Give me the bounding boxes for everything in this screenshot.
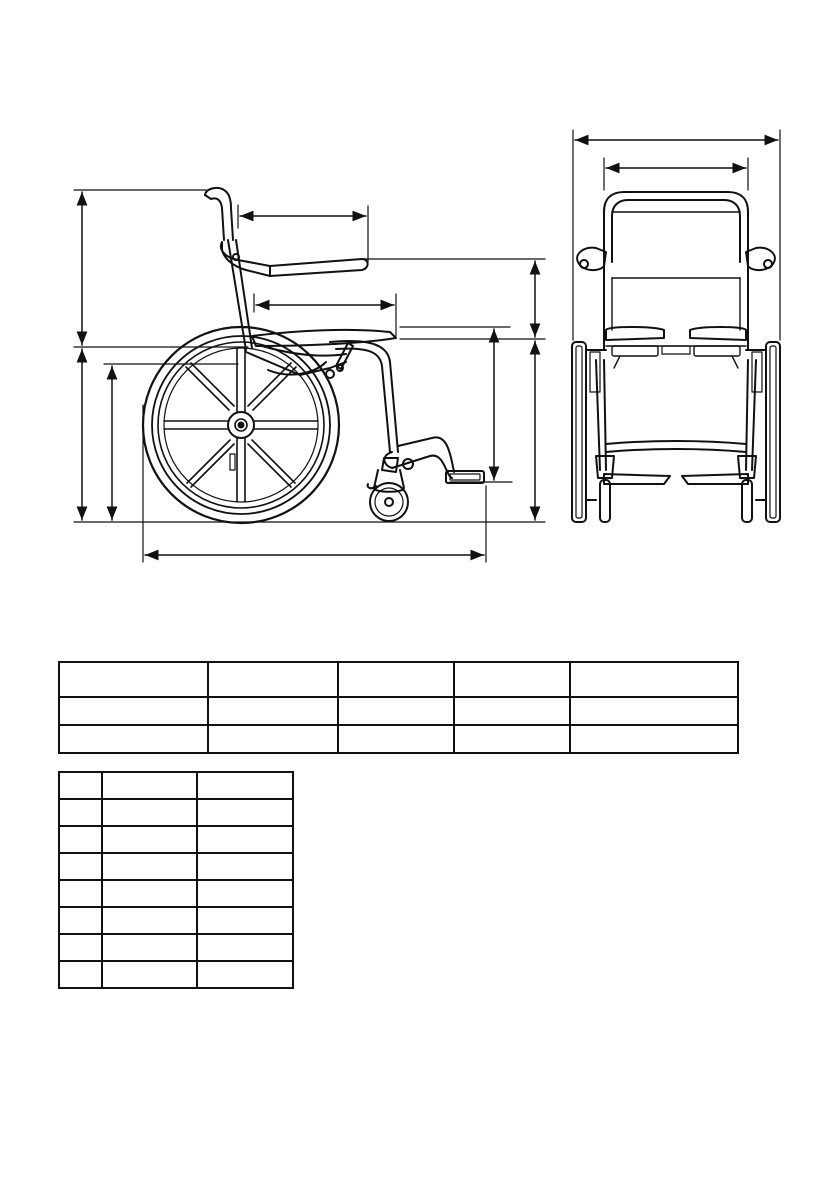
table-cell xyxy=(338,697,454,725)
front-armrests xyxy=(577,248,775,270)
table-cell xyxy=(59,880,102,907)
push-handle xyxy=(205,188,233,240)
table-cell xyxy=(570,662,738,697)
side-extension-lines xyxy=(74,190,545,562)
table-row xyxy=(59,725,738,753)
table-cell xyxy=(208,697,338,725)
table-cell xyxy=(102,826,197,853)
table-row xyxy=(59,799,293,826)
table-cell xyxy=(197,853,293,880)
table-header-row xyxy=(59,772,293,799)
table-cell xyxy=(197,772,293,799)
table-cell xyxy=(102,934,197,961)
table-cell xyxy=(208,662,338,697)
dimension-table xyxy=(58,771,294,989)
specification-table xyxy=(58,661,739,754)
front-castors xyxy=(596,456,756,522)
table-row xyxy=(59,907,293,934)
table-cell xyxy=(59,853,102,880)
table-cell xyxy=(102,853,197,880)
table-cell xyxy=(59,961,102,988)
table-cell xyxy=(102,772,197,799)
table-cell xyxy=(338,662,454,697)
table-cell xyxy=(59,799,102,826)
front-legs xyxy=(596,360,756,470)
front-seat xyxy=(606,327,746,368)
table-cell xyxy=(570,725,738,753)
backrest-frame xyxy=(228,240,252,350)
table-row xyxy=(59,961,293,988)
table-cell xyxy=(59,826,102,853)
table-row xyxy=(59,934,293,961)
table-cell xyxy=(59,907,102,934)
table-cell xyxy=(197,961,293,988)
table-cell xyxy=(338,725,454,753)
table-cell xyxy=(197,907,293,934)
table-cell xyxy=(197,880,293,907)
side-frame xyxy=(246,341,398,452)
table-cell xyxy=(454,725,570,753)
table-cell xyxy=(454,697,570,725)
table-cell xyxy=(59,934,102,961)
table-cell xyxy=(454,662,570,697)
table-cell xyxy=(570,697,738,725)
brake-lever xyxy=(336,343,353,371)
table-cell xyxy=(59,662,208,697)
front-footplates xyxy=(604,474,748,484)
table-cell xyxy=(59,725,208,753)
table-cell xyxy=(208,725,338,753)
table-row xyxy=(59,826,293,853)
table-row xyxy=(59,853,293,880)
front-view-drawing xyxy=(572,130,780,522)
table-cell xyxy=(102,907,197,934)
table-cell xyxy=(197,799,293,826)
side-view-drawing xyxy=(74,188,545,562)
table-cell xyxy=(197,934,293,961)
table-cell xyxy=(197,826,293,853)
table-header-row xyxy=(59,662,738,697)
table-cell xyxy=(102,799,197,826)
table-row xyxy=(59,697,738,725)
armrest xyxy=(221,242,368,276)
table-cell xyxy=(59,772,102,799)
table-row xyxy=(59,880,293,907)
seat xyxy=(252,330,396,375)
table-cell xyxy=(102,961,197,988)
front-castor xyxy=(368,470,408,521)
rear-wheel xyxy=(143,327,339,523)
table-cell xyxy=(102,880,197,907)
table-cell xyxy=(59,697,208,725)
